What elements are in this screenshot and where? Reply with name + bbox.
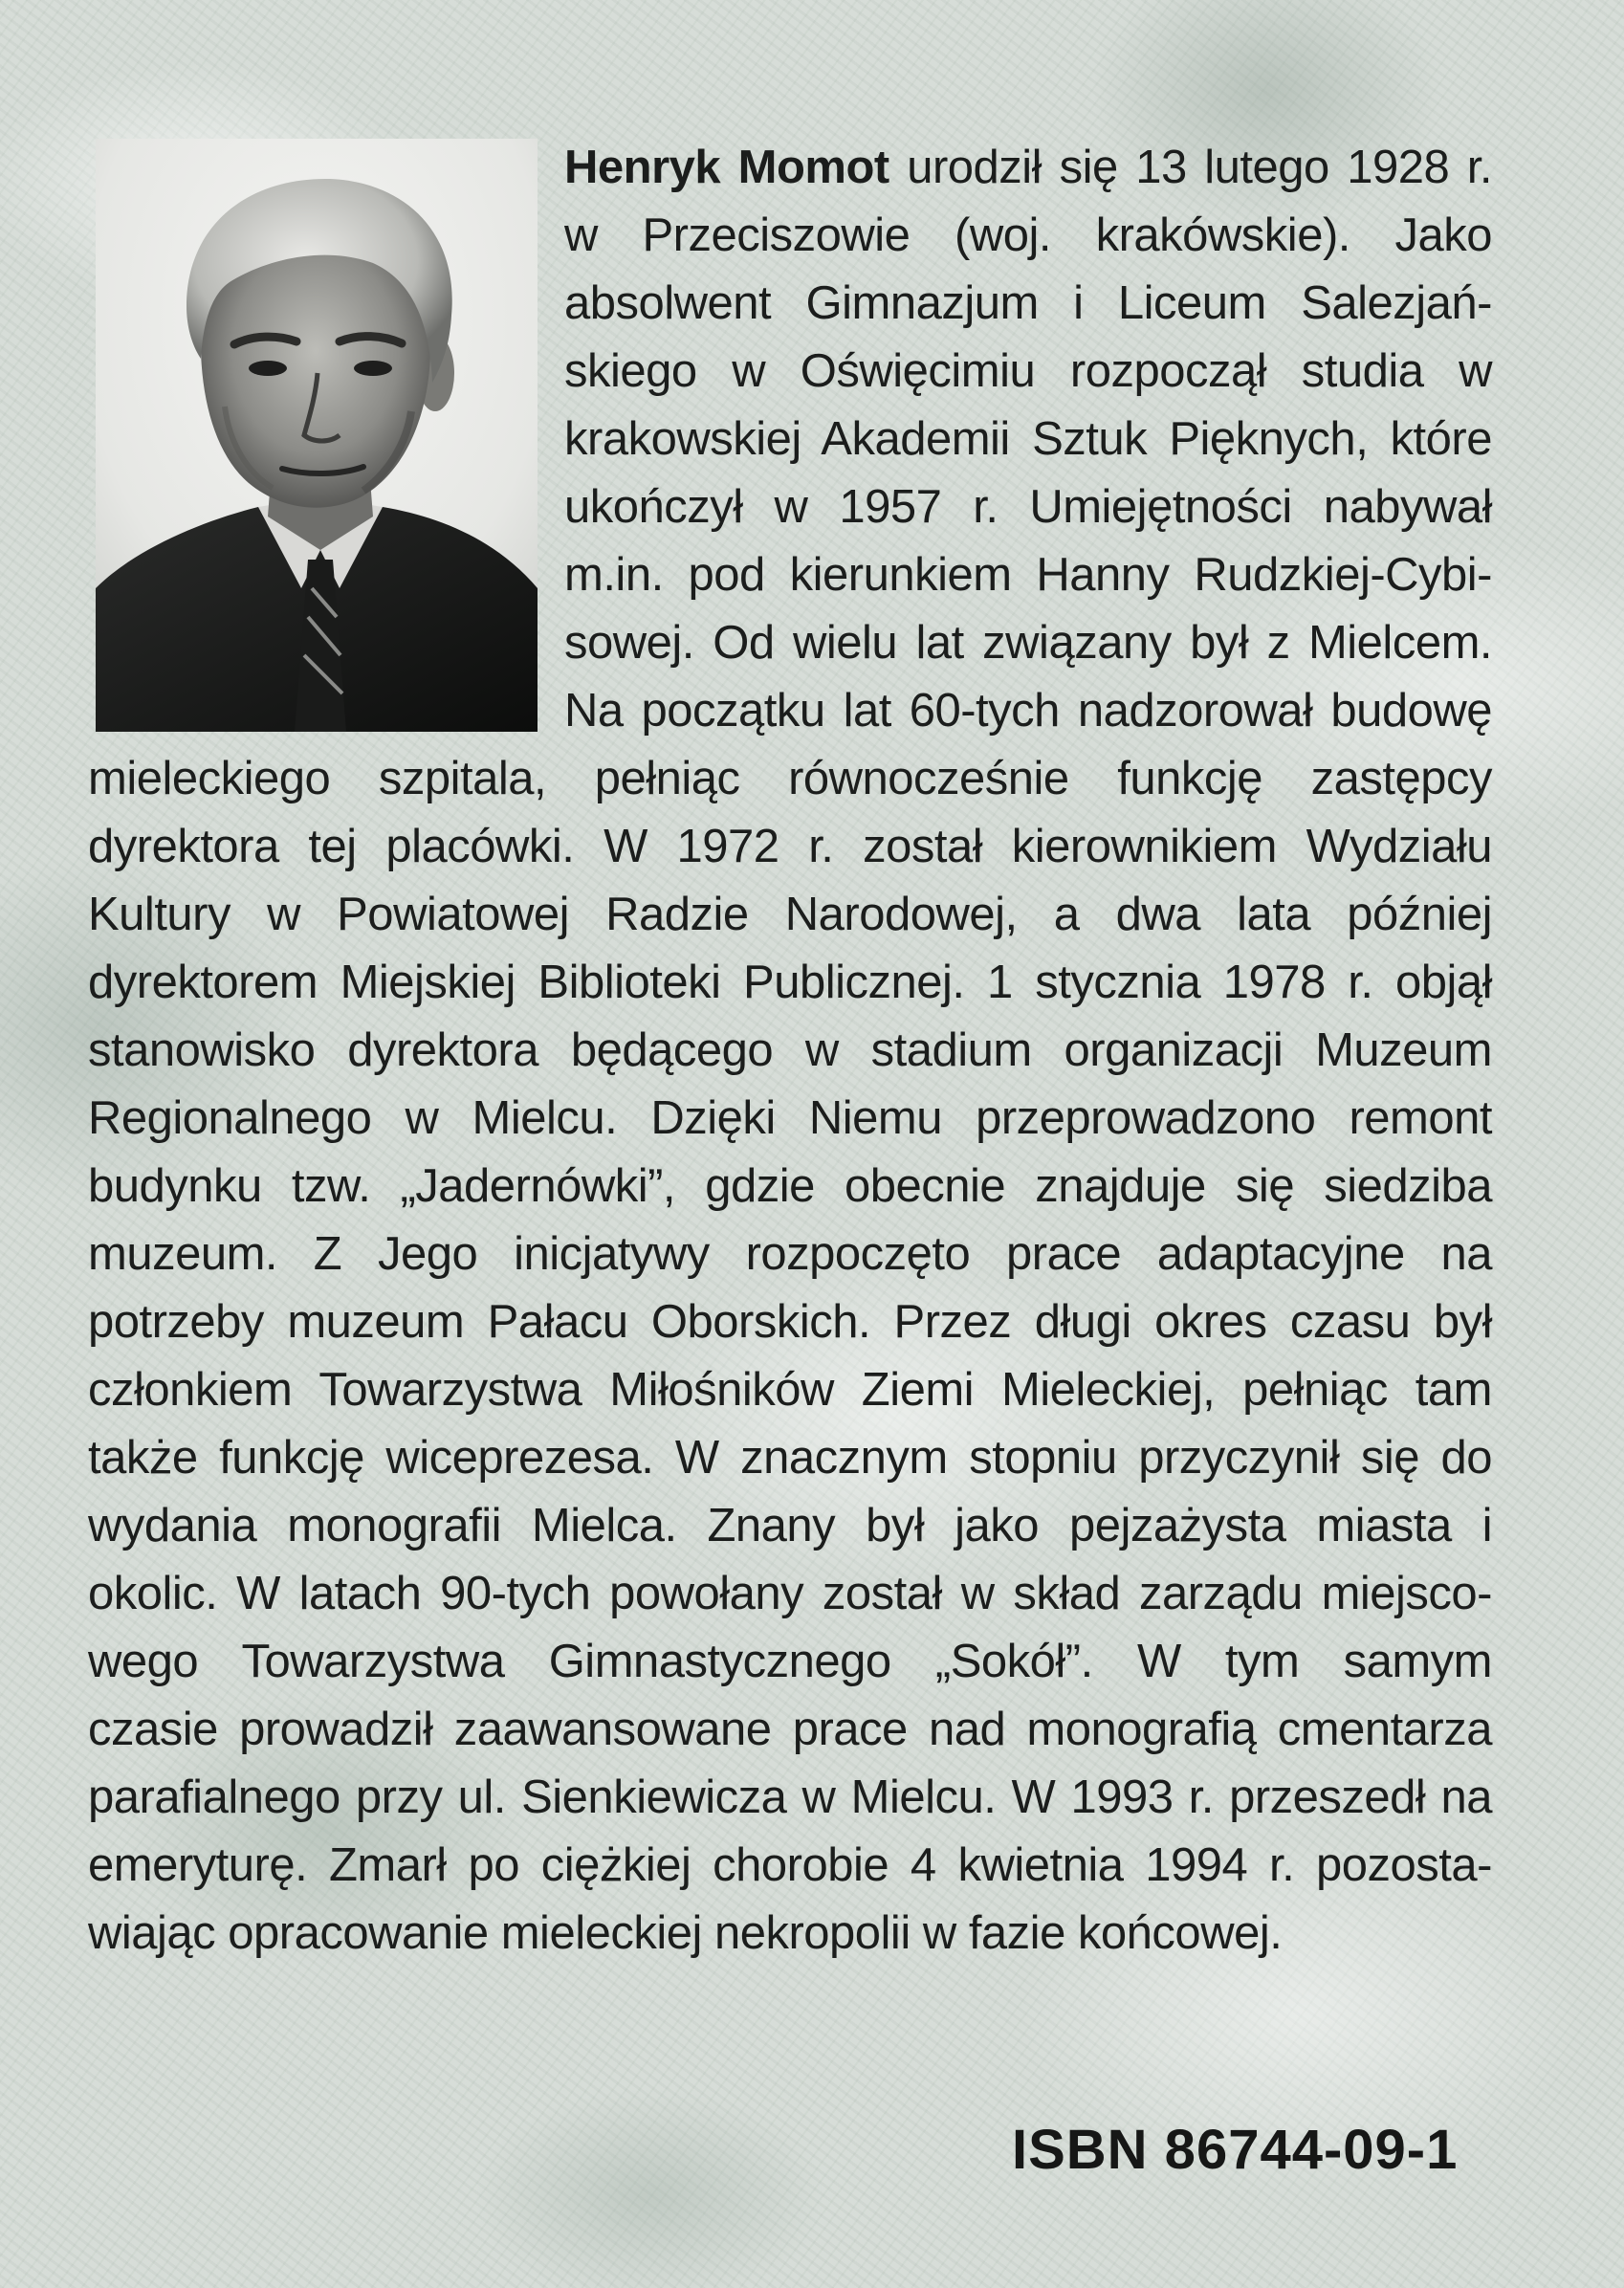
bio-line: skiego w Oświęcimiu rozpoczął studia w (564, 345, 1492, 397)
bio-line: m.in. pod kierunkiem Hanny Rudzkiej-Cybi- (564, 549, 1492, 601)
bio-line: sowej. Od wielu lat związany był z Mielcem. (564, 617, 1492, 669)
bio-line: Kultury w Powiatowej Radzie Narodowej, a dwa lata później (88, 889, 1492, 940)
bio-line: parafialnego przy ul. Sienkiewicza w Mielcu. W 1993 r. przeszedł na (88, 1771, 1492, 1823)
bio-line: okolic. W latach 90-tych powołany został w skład zarządu miejsco- (88, 1568, 1492, 1619)
bio-line: Na początku lat 60-tych nadzorował budowę (564, 685, 1492, 737)
bio-line: ukończył w 1957 r. Umiejętności nabywał (564, 481, 1492, 533)
bio-line: dyrektorem Miejskiej Biblioteki Publicznej. 1 stycznia 1978 r. objął (88, 957, 1492, 1008)
bio-line: mieleckiego szpitala, pełniąc równocześnie funkcję zastępcy (88, 753, 1492, 804)
bio-line: członkiem Towarzystwa Miłośników Ziemi Mieleckiej, pełniąc tam (88, 1364, 1492, 1416)
author-name: Henryk Momot (564, 142, 889, 193)
bio-line: emeryturę. Zmarł po ciężkiej chorobie 4 kwietnia 1994 r. pozosta- (88, 1839, 1492, 1891)
bio-line: Henryk Momot urodził się 13 lutego 1928 r. (564, 142, 1492, 193)
bio-line: krakowskiej Akademii Sztuk Pięknych, które (564, 413, 1492, 465)
bio-line: muzeum. Z Jego inicjatywy rozpoczęto prace adaptacyjne na (88, 1228, 1492, 1280)
bio-line: wego Towarzystwa Gimnastycznego „Sokół”. W tym samym (88, 1636, 1492, 1687)
bio-line: wydania monografii Mielca. Znany był jako pejzażysta miasta i (88, 1500, 1492, 1551)
bio-line: stanowisko dyrektora będącego w stadium organizacji Muzeum (88, 1024, 1492, 1076)
bio-line: dyrektora tej placówki. W 1972 r. został kierownikiem Wydziału (88, 821, 1492, 872)
bio-line: potrzeby muzeum Pałacu Oborskich. Przez długi okres czasu był (88, 1296, 1492, 1348)
bio-line: także funkcję wiceprezesa. W znacznym stopniu przyczynił się do (88, 1432, 1492, 1484)
bio-line: Regionalnego w Mielcu. Dzięki Niemu przeprowadzono remont (88, 1092, 1492, 1144)
isbn-number: ISBN 86744-09-1 (1012, 2119, 1459, 2181)
bio-line: wiając opracowanie mieleckiej nekropolii w fazie końcowej. (88, 1907, 1283, 1959)
bio-line: w Przeciszowie (woj. krakówskie). Jako (564, 209, 1492, 261)
biography-text (88, 134, 1492, 1968)
bio-line: absolwent Gimnazjum i Liceum Salezjań- (564, 277, 1492, 329)
bio-line: budynku tzw. „Jadernówki”, gdzie obecnie znajduje się siedziba (88, 1160, 1492, 1212)
bio-line: czasie prowadził zaawansowane prace nad monografią cmentarza (88, 1704, 1492, 1755)
